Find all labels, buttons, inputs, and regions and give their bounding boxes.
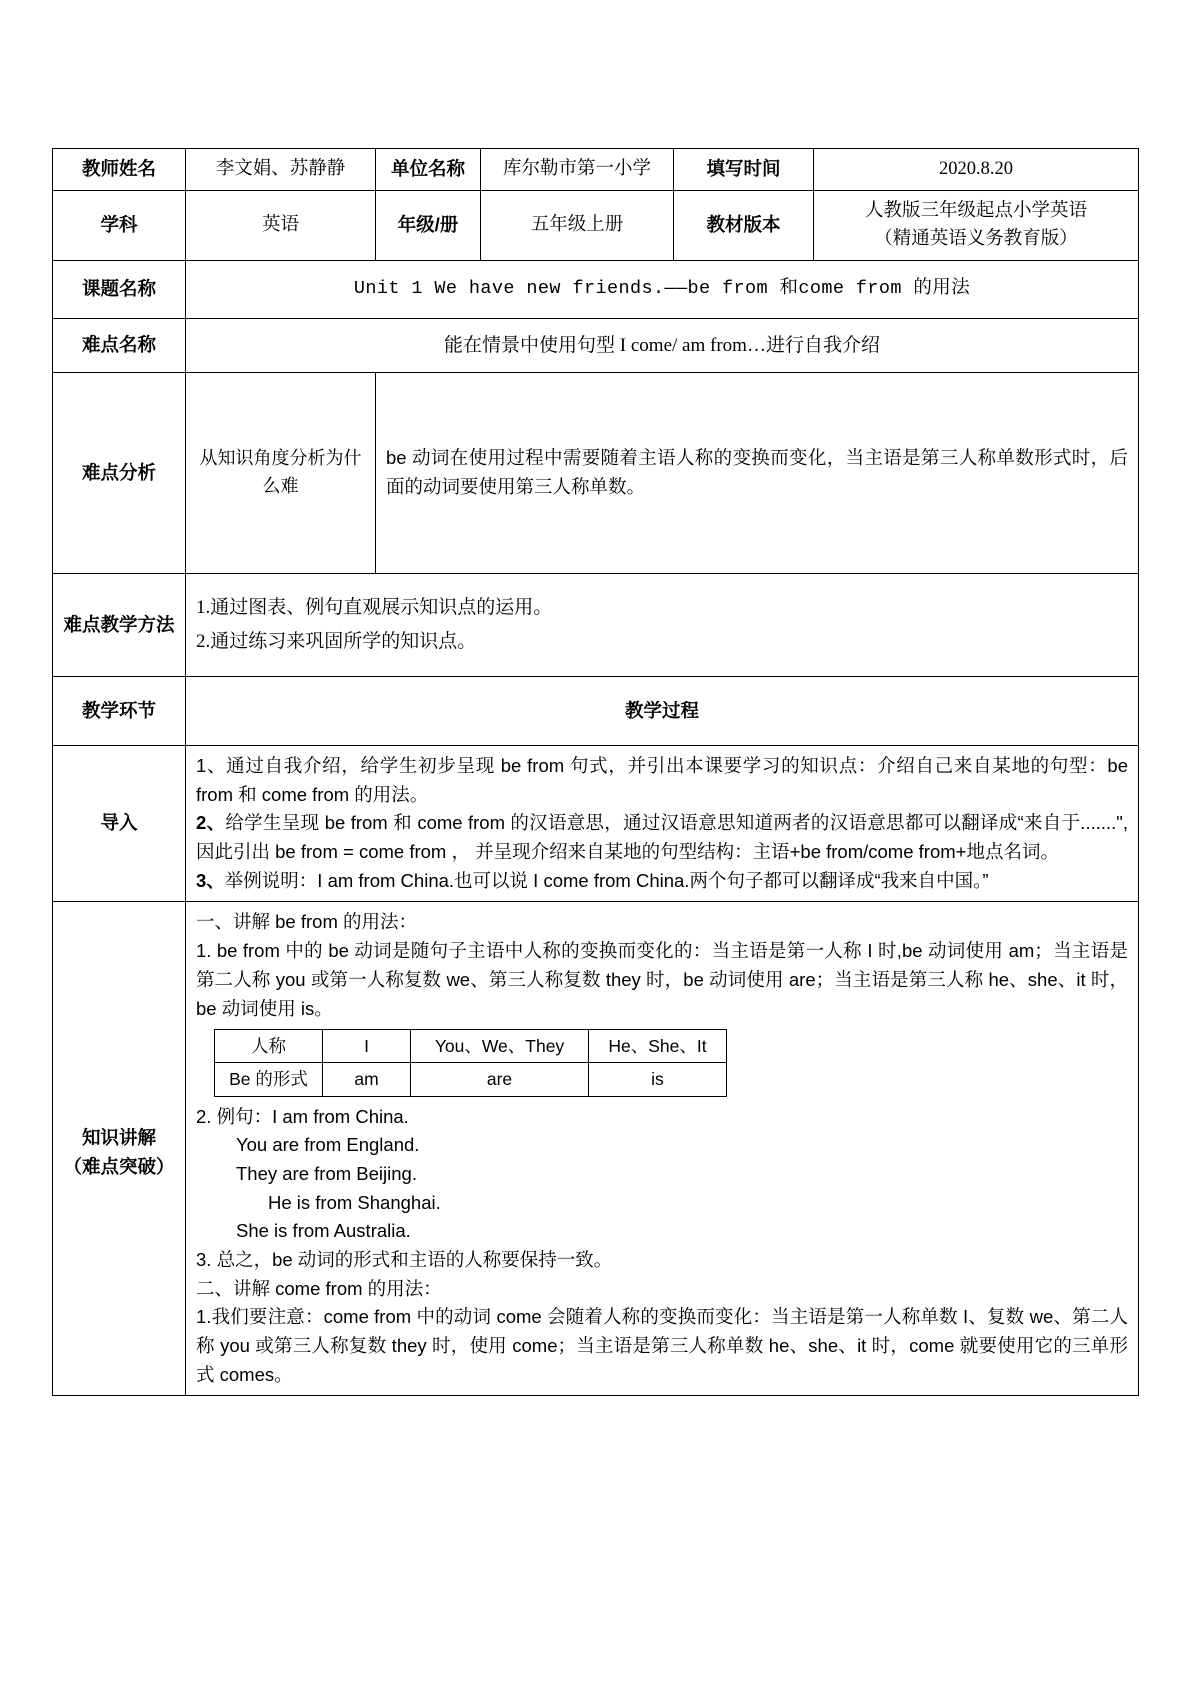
- knowledge-example-2: They are from Beijing.: [236, 1163, 417, 1185]
- fill-date-value: 2020.8.20: [814, 149, 1139, 191]
- be-form-am: am: [323, 1063, 411, 1096]
- subject-label: 学科: [53, 190, 186, 260]
- intro-paragraph-2-number: 2、: [196, 812, 226, 834]
- grade-value: 五年级上册: [481, 190, 674, 260]
- intro-paragraph-2: [196, 809, 1128, 866]
- analysis-sub-label: 从知识角度分析为什么难: [186, 373, 376, 574]
- teacher-name-label: 教师姓名: [53, 149, 186, 191]
- be-form-is: is: [589, 1063, 727, 1096]
- knowledge-example-3: He is from Shanghai.: [268, 1191, 441, 1213]
- subject-value: 英语: [186, 190, 376, 260]
- knowledge-label: [53, 902, 186, 1396]
- table-row: [53, 746, 1139, 902]
- unit-name-value: 库尔勒市第一小学: [481, 149, 674, 191]
- intro-paragraph-3-number: 3、: [196, 869, 225, 891]
- be-form-are: are: [411, 1063, 589, 1096]
- method-line-1: 1.通过图表、例句直观展示知识点的运用。: [196, 596, 553, 618]
- be-form-person-third: He、She、It: [589, 1030, 727, 1063]
- method-line-2: 2.通过练习来巩固所学的知识点。: [196, 631, 477, 653]
- lesson-plan-table: [52, 148, 1139, 1396]
- grade-label: 年级/册: [376, 190, 481, 260]
- be-form-table-value-row: [215, 1063, 727, 1096]
- intro-paragraph-2-text: 给学生呈现 be from 和 come from 的汉语意思，通过汉语意思知道两者的汉语意思都可以翻译成“来自于.......",因此引出 be from = come from ， 并呈现介绍来自某地的句型结构：主语+be from/come from+地点名词。: [196, 812, 1128, 863]
- knowledge-paragraph-1: 1. be from 中的 be 动词是随句子主语中人称的变换而变化的：当主语是第一人称 I 时,be 动词使用 am；当主语是第二人称 you 或第一人称复数 we、第三人称复数 they 时，be 动词使用 are；当主语是第三人称 he、she、it 时，be 动词使用 is。: [196, 940, 1128, 1019]
- topic-label: 课题名称: [53, 261, 186, 319]
- fill-date-label: 填写时间: [674, 149, 814, 191]
- knowledge-example-4: She is from Australia.: [236, 1220, 411, 1242]
- be-form-person-header: 人称: [215, 1030, 323, 1063]
- table-row: [53, 190, 1139, 260]
- be-form-person-plural: You、We、They: [411, 1030, 589, 1063]
- textbook-value-line1: 人教版三年级起点小学英语: [864, 200, 1087, 221]
- knowledge-heading-2: 二、讲解 come from 的用法：: [196, 1277, 442, 1299]
- textbook-value-line2: （精通英语义务教育版）: [874, 229, 1078, 250]
- analysis-label: 难点分析: [53, 373, 186, 574]
- difficulty-label: 难点名称: [53, 318, 186, 372]
- intro-paragraph-3-text: 举例说明：I am from China.也可以说 I come from China.两个句子都可以翻译成“我来自中国。”: [224, 869, 989, 891]
- knowledge-heading-1: 一、讲解 be from 的用法：: [196, 911, 417, 933]
- knowledge-content: [186, 902, 1139, 1396]
- knowledge-paragraph-2: 2. 例句：I am from China.: [196, 1105, 409, 1127]
- textbook-label: 教材版本: [674, 190, 814, 260]
- intro-label: 导入: [53, 746, 186, 902]
- intro-paragraph-3: [196, 867, 1128, 896]
- table-row: [53, 677, 1139, 746]
- topic-value: Unit 1 We have new friends.——be from 和come from 的用法: [186, 261, 1139, 319]
- teacher-name-value: 李文娟、苏静静: [186, 149, 376, 191]
- knowledge-label-line2: （难点突破）: [63, 1155, 175, 1177]
- table-row: [53, 574, 1139, 677]
- unit-name-label: 单位名称: [376, 149, 481, 191]
- method-label: 难点教学方法: [53, 574, 186, 677]
- knowledge-paragraph-4: 1.我们要注意：come from 中的动词 come 会随着人称的变换而变化：当主语是第一人称单数 I、复数 we、第二人称 you 或第三人称复数 they 时，使用 come；当主语是第三人称单数 he、she、it 时，come 就要使用它的三单形式 comes。: [196, 1306, 1128, 1385]
- table-row: [53, 902, 1139, 1396]
- table-row: [53, 318, 1139, 372]
- table-row: [53, 149, 1139, 191]
- table-row: [53, 373, 1139, 574]
- method-content: [186, 574, 1139, 677]
- be-form-person-i: I: [323, 1030, 411, 1063]
- knowledge-example-1: You are from England.: [236, 1134, 420, 1156]
- analysis-text: be 动词在使用过程中需要随着主语人称的变换而变化，当主语是第三人称单数形式时，后面的动词要使用第三人称单数。: [376, 373, 1139, 574]
- intro-paragraph-1: 1、通过自我介绍，给学生初步呈现 be from 句式，并引出本课要学习的知识点：介绍自己来自某地的句型：be from 和 come from 的用法。: [196, 755, 1128, 805]
- table-row: [53, 261, 1139, 319]
- process-header: 教学过程: [186, 677, 1139, 746]
- be-form-label: Be 的形式: [215, 1063, 323, 1096]
- knowledge-paragraph-3: 3. 总之，be 动词的形式和主语的人称要保持一致。: [196, 1249, 613, 1271]
- knowledge-label-line1: 知识讲解: [81, 1127, 156, 1149]
- be-form-table: [214, 1029, 727, 1097]
- difficulty-value: 能在情景中使用句型 I come/ am from…进行自我介绍: [186, 318, 1139, 372]
- process-step-label: 教学环节: [53, 677, 186, 746]
- intro-content: [186, 746, 1139, 902]
- textbook-value: [814, 190, 1139, 260]
- be-form-table-header-row: [215, 1030, 727, 1063]
